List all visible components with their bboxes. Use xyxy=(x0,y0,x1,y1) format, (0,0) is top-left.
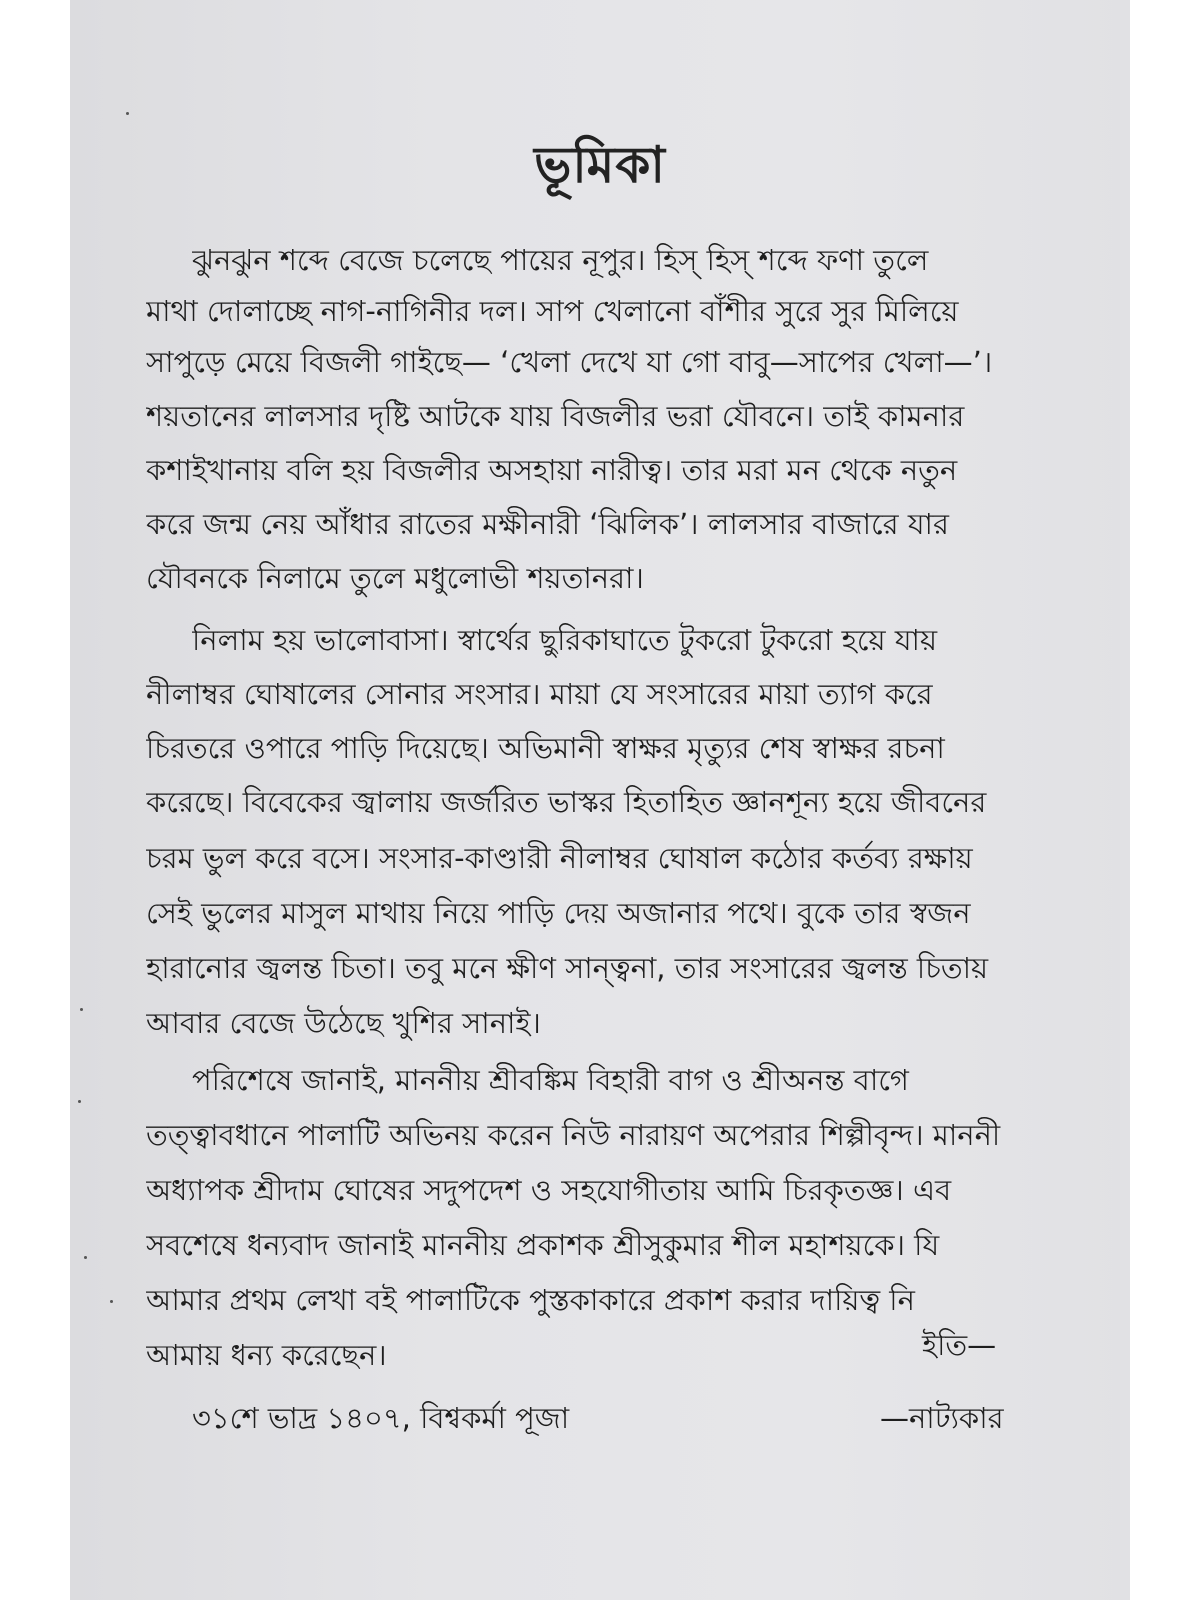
text-line: মাথা দোলাচ্ছে নাগ-নাগিনীর দল। সাপ খেলানো বাঁশীর সুরে সুর মিলিয়ে xyxy=(146,294,959,328)
text-line: অধ্যাপক শ্রীদাম ঘোষের সদুপদেশ ও সহযোগীতায় আমি চিরকৃতজ্ঞ। এব xyxy=(146,1173,952,1207)
text-line: আমার প্রথম লেখা বই পালাটিকে পুস্তকাকারে প্রকাশ করার দায়িত্ব নি xyxy=(146,1283,915,1317)
text-line: সাপুড়ে মেয়ে বিজলী গাইছে— ‘খেলা দেখে যা গো বাবু—সাপের খেলা—’। xyxy=(146,345,993,379)
text-line: পরিশেষে জানাই, মাননীয় শ্রীবঙ্কিম বিহারী বাগ ও শ্রীঅনন্ত বাগে xyxy=(192,1063,909,1097)
text-line: তত্ত্বাবধানে পালাটি অভিনয় করেন নিউ নারায়ণ অপেরার শিল্পীবৃন্দ। মাননী xyxy=(146,1118,1001,1152)
text-line: যৌবনকে নিলামে তুলে মধুলোভী শয়তানরা। xyxy=(146,561,644,595)
date-line: ৩১শে ভাদ্র ১৪০৭, বিশ্বকর্মা পূজা xyxy=(192,1401,570,1435)
signature: —নাট্যকার xyxy=(880,1401,1004,1435)
text-line: করে জন্ম নেয় আঁধার রাতের মক্ষীনারী ‘ঝিলিক’। লালসার বাজারে যার xyxy=(146,507,949,541)
text-line: নিলাম হয় ভালোবাসা। স্বার্থের ছুরিকাঘাতে টুকরো টুকরো হয়ে যায় xyxy=(192,623,938,657)
paper-speck xyxy=(110,1300,113,1303)
text-line: সবশেষে ধন্যবাদ জানাই মাননীয় প্রকাশক শ্রীসুকুমার শীল মহাশয়কে। যি xyxy=(146,1228,940,1262)
paper-speck xyxy=(84,1256,87,1259)
paper-speck xyxy=(126,112,129,115)
text-line: শয়তানের লালসার দৃষ্টি আটকে যায় বিজলীর ভরা যৌবনে। তাই কামনার xyxy=(146,399,965,433)
text-line: সেই ভুলের মাসুল মাথায় নিয়ে পাড়ি দেয় অজানার পথে। বুকে তার স্বজন xyxy=(146,896,971,930)
closing-text: ইতি— xyxy=(922,1328,997,1362)
book-page xyxy=(70,0,1130,1600)
text-line: চিরতরে ওপারে পাড়ি দিয়েছে। অভিমানী স্বাক্ষর মৃত্যুর শেষ স্বাক্ষর রচনা xyxy=(146,731,945,765)
paper-speck xyxy=(80,1008,83,1011)
text-line: চরম ভুল করে বসে। সংসার-কাণ্ডারী নীলাম্বর ঘোষাল কঠোর কর্তব্য রক্ষায় xyxy=(146,841,973,875)
text-line: কশাইখানায় বলি হয় বিজলীর অসহায়া নারীত্ব। তার মরা মন থেকে নতুন xyxy=(146,453,958,487)
page-title: ভূমিকা xyxy=(534,136,666,194)
text-line: আমায় ধন্য করেছেন। xyxy=(146,1338,387,1372)
text-line: আবার বেজে উঠেছে খুশির সানাই। xyxy=(146,1006,541,1040)
text-line: হারানোর জ্বলন্ত চিতা। তবু মনে ক্ষীণ সান্ত্বনা, তার সংসারের জ্বলন্ত চিতায় xyxy=(146,951,989,985)
text-line: নীলাম্বর ঘোষালের সোনার সংসার। মায়া যে সংসারের মায়া ত্যাগ করে xyxy=(146,677,933,711)
text-line: করেছে। বিবেকের জ্বালায় জর্জরিত ভাস্কর হিতাহিত জ্ঞানশূন্য হয়ে জীবনের xyxy=(146,785,987,819)
paper-speck xyxy=(78,1100,81,1103)
text-line: ঝুনঝুন শব্দে বেজে চলেছে পায়ের নূপুর। হিস্ হিস্ শব্দে ফণা তুলে xyxy=(192,243,929,277)
